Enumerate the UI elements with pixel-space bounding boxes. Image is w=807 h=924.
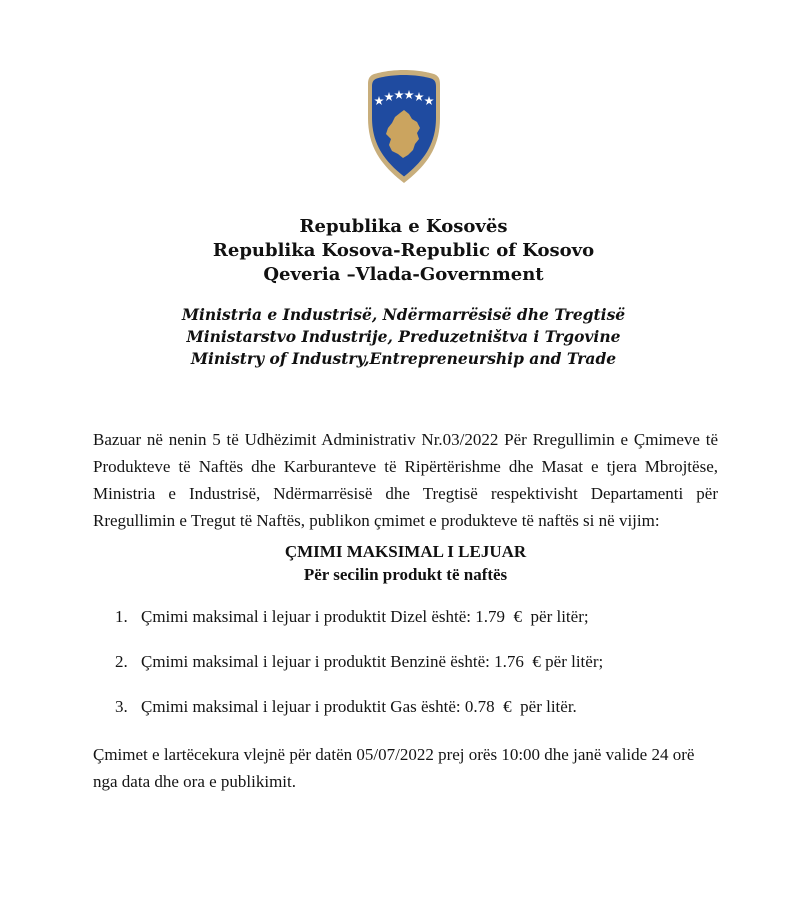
list-item-number: 1. — [115, 607, 128, 626]
list-item-number: 3. — [115, 697, 128, 716]
list-item-gas — [115, 696, 718, 718]
list-item-benzine — [115, 651, 718, 673]
price-heading-title: ÇMIMI MAKSIMAL I LEJUAR — [284, 542, 527, 561]
kosovo-coat-of-arms-icon — [365, 68, 443, 185]
intro-paragraph: Bazuar në nenin 5 të Udhëzimit Administrativ Nr.03/2022 Për Rregullimin e Çmimeve të Produkteve të Naftës dhe Karburanteve të Ripërtërishme dhe Masat e tjera Mbrojtëse, Ministria e Industrisë, Ndërmarrësisë dhe Tregtisë respektivisht Departamenti për Rregullimin e Tregut të Naftës, publikon çmimet e produkteve të naftës si në vijim: — [93, 430, 718, 530]
header-line-albanian: Republika e Kosovës — [299, 216, 508, 237]
list-item-number: 2. — [115, 652, 128, 671]
ministry-line-english: Ministry of Industry,Entrepreneurship and Trade — [190, 349, 617, 368]
price-heading-subtitle: Për secilin produkt të naftës — [303, 565, 508, 584]
list-item-dizel — [115, 606, 718, 628]
ministry-line-albanian: Ministria e Industrisë, Ndërmarrësisë dhe Tregtisë — [181, 305, 626, 324]
price-list — [93, 606, 718, 718]
state-header — [0, 215, 807, 287]
validity-paragraph: Çmimet e lartëcekura vlejnë për datën 05/07/2022 prej orës 10:00 dhe janë valide 24 orë nga data dhe ora e publikimit. — [93, 745, 695, 791]
emblem-container — [0, 0, 807, 185]
list-item-text: Çmimi maksimal i lejuar i produktit Dizel është: 1.79 € për litër; — [141, 607, 589, 626]
price-heading — [93, 540, 718, 586]
header-line-government: Qeveria –Vlada-Government — [263, 264, 544, 285]
ministry-header — [0, 304, 807, 370]
list-item-text: Çmimi maksimal i lejuar i produktit Gas është: 0.78 € për litër. — [141, 697, 577, 716]
list-item-text: Çmimi maksimal i lejuar i produktit Benzinë është: 1.76 € për litër; — [141, 652, 604, 671]
ministry-line-serbian: Ministarstvo Industrije, Preduzetništva i Trgovine — [186, 327, 621, 346]
header-line-bilingual: Republika Kosova-Republic of Kosovo — [212, 240, 595, 261]
